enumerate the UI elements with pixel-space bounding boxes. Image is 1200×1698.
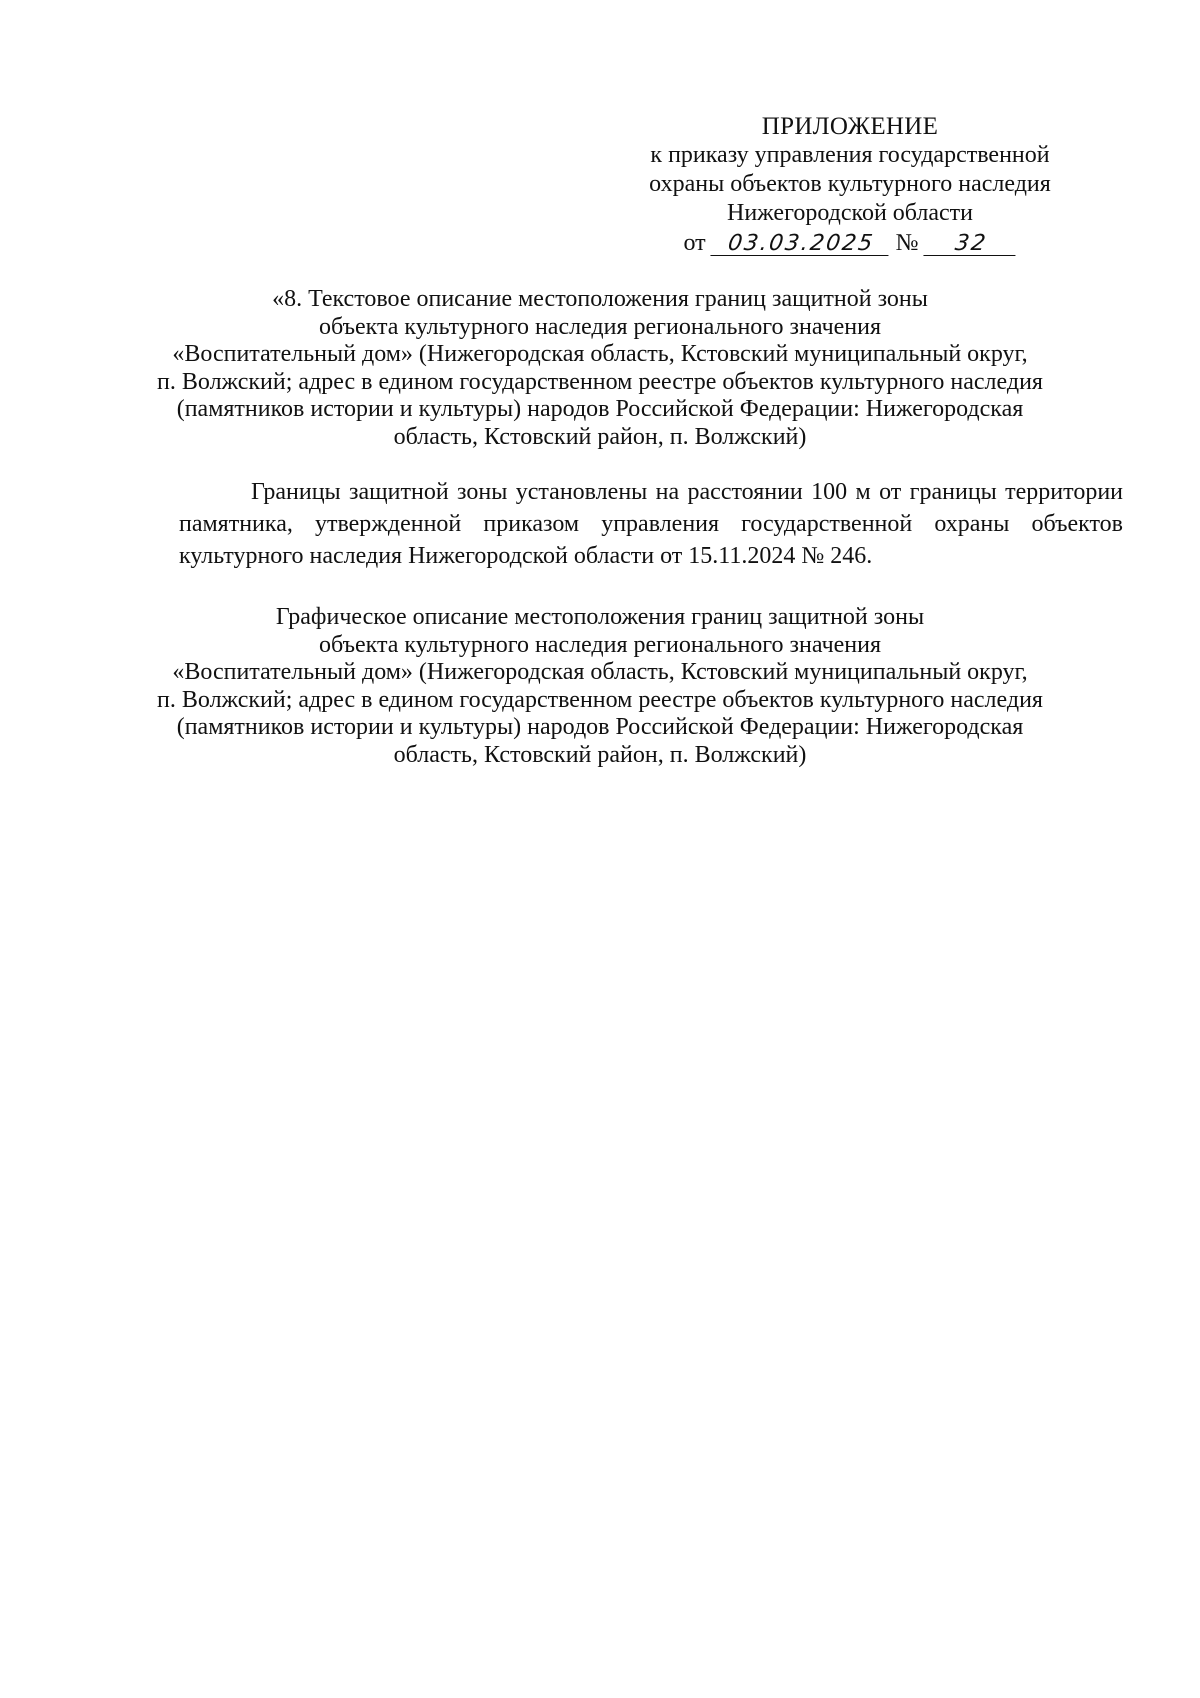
- date-prefix: от: [683, 230, 706, 256]
- heading-line: (памятников истории и культуры) народов Российской Федерации: Нижегородская: [176, 714, 1024, 741]
- paragraph-line: культурного наследия Нижегородской области от 15.11.2024 № 246.: [179, 543, 873, 569]
- heading-line: область, Кстовский район, п. Волжский): [393, 741, 807, 768]
- heading-line: «Воспитательный дом» (Нижегородская область, Кстовский муниципальный округ,: [172, 341, 1028, 368]
- handwritten-date: 03.03.2025: [710, 233, 891, 256]
- paragraph-line: памятника, утвержденной приказом управления государственной охраны объектов: [179, 511, 1123, 537]
- heading-line: «8. Текстовое описание местоположения границ защитной зоны: [272, 286, 928, 312]
- handwritten-number: 32: [923, 233, 1018, 256]
- heading-line: п. Волжский; адрес в едином государственном реестре объектов культурного наследия: [157, 686, 1043, 713]
- heading-line: п. Волжский; адрес в едином государственном реестре объектов культурного наследия: [157, 368, 1043, 395]
- heading-line: объекта культурного наследия регионального значения: [318, 313, 882, 340]
- heading-line: «Воспитательный дом» (Нижегородская область, Кстовский муниципальный округ,: [172, 659, 1028, 686]
- boundary-paragraph: [179, 476, 1123, 572]
- appendix-line-1: к приказу управления государственной: [650, 142, 1050, 168]
- heading-line: (памятников истории и культуры) народов Российской Федерации: Нижегородская: [176, 396, 1024, 423]
- order-date-row: [600, 229, 1100, 258]
- paragraph-line: Границы защитной зоны установлены на расстоянии 100 м от границы территории: [251, 479, 1123, 505]
- text-description-heading: [150, 286, 1050, 452]
- appendix-title: ПРИЛОЖЕНИЕ: [761, 113, 939, 140]
- graphic-description-heading: [150, 604, 1050, 770]
- appendix-header: [600, 112, 1100, 258]
- heading-line: область, Кстовский район, п. Волжский): [393, 423, 807, 450]
- heading-line: Графическое описание местоположения границ защитной зоны: [275, 604, 925, 630]
- appendix-line-2: охраны объектов культурного наследия: [649, 171, 1051, 197]
- appendix-line-3: Нижегородской области: [726, 200, 974, 226]
- number-sign: №: [895, 230, 919, 256]
- heading-line: объекта культурного наследия регионального значения: [318, 631, 882, 658]
